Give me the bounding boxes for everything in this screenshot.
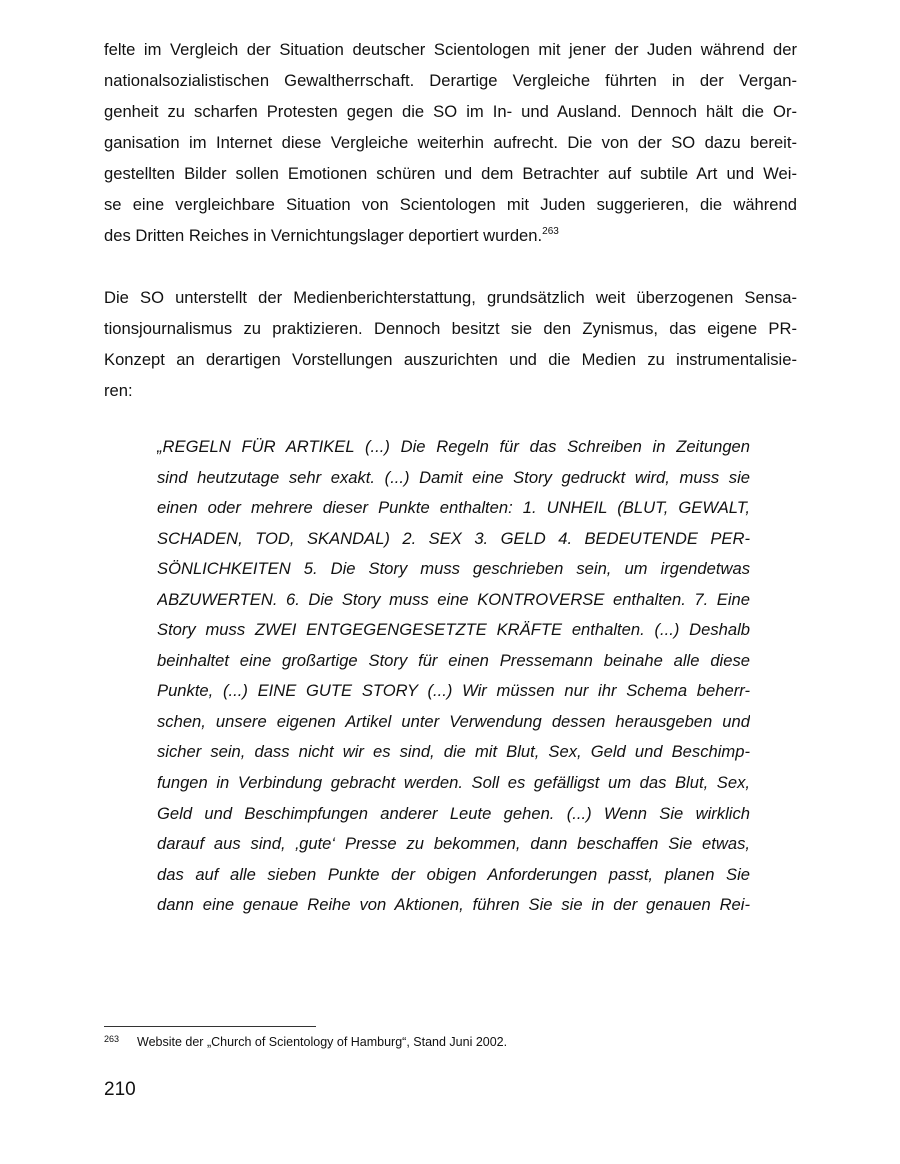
text-line [104, 189, 797, 220]
text-line [104, 34, 797, 65]
text-line [157, 463, 750, 494]
text-line [157, 524, 750, 555]
line-text: Story muss ZWEI ENTGEGENGESETZTE KRÄFTE enthalten. (...) Deshalb [157, 620, 750, 640]
text-line [157, 707, 750, 738]
line-text: Konzept an derartigen Vorstellungen auszurichten und die Medien zu instrumentalisie- [104, 350, 797, 369]
text-line [104, 313, 797, 344]
text-line [157, 676, 750, 707]
text-line [104, 375, 797, 406]
line-text: ABZUWERTEN. 6. Die Story muss eine KONTROVERSE enthalten. 7. Eine [157, 589, 750, 609]
paragraph-1 [104, 34, 797, 251]
text-line [104, 65, 797, 96]
line-text: sind heutzutage sehr exakt. (...) Damit eine Story gedruckt wird, muss sie [157, 467, 750, 487]
text-line [157, 799, 750, 830]
text-line [157, 585, 750, 616]
footnote-reference: 263 [542, 226, 559, 237]
line-text: nationalsozialistischen Gewaltherrschaft. Derartige Vergleiche führten in der Vergan- [104, 71, 797, 90]
line-text: dann eine genaue Reihe von Aktionen, führen Sie sie in der genauen Rei- [157, 895, 750, 915]
line-text: tionsjournalismus zu praktizieren. Dennoch besitzt sie den Zynismus, das eigene PR- [104, 319, 797, 338]
line-text: SCHADEN, TOD, SKANDAL) 2. SEX 3. GELD 4. BEDEUTENDE PER- [157, 528, 750, 548]
line-text: Geld und Beschimpfungen anderer Leute gehen. (...) Wenn Sie wirklich [157, 803, 750, 823]
footnote-divider [104, 1026, 316, 1027]
line-text: se eine vergleichbare Situation von Scientologen mit Juden suggerieren, die während [104, 195, 797, 214]
line-text: fungen in Verbindung gebracht werden. Soll es gefälligst um das Blut, Sex, [157, 773, 750, 793]
line-text: gestellten Bilder sollen Emotionen schüren und dem Betrachter auf subtile Art und Wei- [104, 164, 797, 183]
text-line [104, 220, 797, 251]
footnote-number: 263 [104, 1034, 120, 1044]
text-line [104, 344, 797, 375]
line-text: das auf alle sieben Punkte der obigen Anforderungen passt, planen Sie [157, 864, 750, 884]
text-line [157, 737, 750, 768]
footnote-text: Website der „Church of Scientology of Hamburg“, Stand Juni 2002. [137, 1035, 508, 1049]
text-line [157, 615, 750, 646]
line-text: sicher sein, dass nicht wir es sind, die mit Blut, Sex, Geld und Beschimp- [157, 742, 750, 762]
text-line [157, 860, 750, 891]
line-text: ren: [104, 381, 133, 400]
footnote [104, 1034, 507, 1049]
line-text: Die SO unterstellt der Medienberichterstattung, grundsätzlich weit überzogenen Sensa- [104, 288, 797, 307]
line-text: genheit zu scharfen Protesten gegen die SO im In- und Ausland. Dennoch hält die Or- [104, 102, 797, 121]
text-line [157, 768, 750, 799]
line-text: SÖNLICHKEITEN 5. Die Story muss geschrieben sein, um irgendetwas [157, 559, 750, 579]
text-line [157, 646, 750, 677]
text-line [157, 432, 750, 463]
line-text: darauf aus sind, ‚gute‘ Presse zu bekommen, dann beschaffen Sie etwas, [157, 834, 750, 854]
line-text: felte im Vergleich der Situation deutscher Scientologen mit jener der Juden während der [104, 40, 797, 59]
paragraph-2 [104, 282, 797, 406]
line-text: Punkte, (...) EINE GUTE STORY (...) Wir müssen nur ihr Schema beherr- [157, 681, 750, 701]
line-text: einen oder mehrere dieser Punkte enthalten: 1. UNHEIL (BLUT, GEWALT, [157, 498, 750, 518]
line-text: „REGELN FÜR ARTIKEL (...) Die Regeln für das Schreiben in Zeitungen [157, 437, 750, 456]
text-line [104, 282, 797, 313]
line-text: beinhaltet eine großartige Story für einen Pressemann beinahe alle diese [157, 650, 750, 670]
text-line [157, 890, 750, 921]
line-text: schen, unsere eigenen Artikel unter Verwendung dessen herausgeben und [157, 711, 750, 731]
page-number: 210 [104, 1079, 136, 1100]
text-line [104, 158, 797, 189]
text-line [157, 554, 750, 585]
block-quote [157, 432, 750, 921]
text-line [104, 127, 797, 158]
line-text: des Dritten Reiches in Vernichtungslager deportiert wurden. [104, 226, 543, 245]
text-line [157, 829, 750, 860]
line-text: ganisation im Internet diese Vergleiche weiterhin aufrecht. Die von der SO dazu bereit- [104, 133, 797, 152]
text-line [157, 493, 750, 524]
text-line [104, 96, 797, 127]
